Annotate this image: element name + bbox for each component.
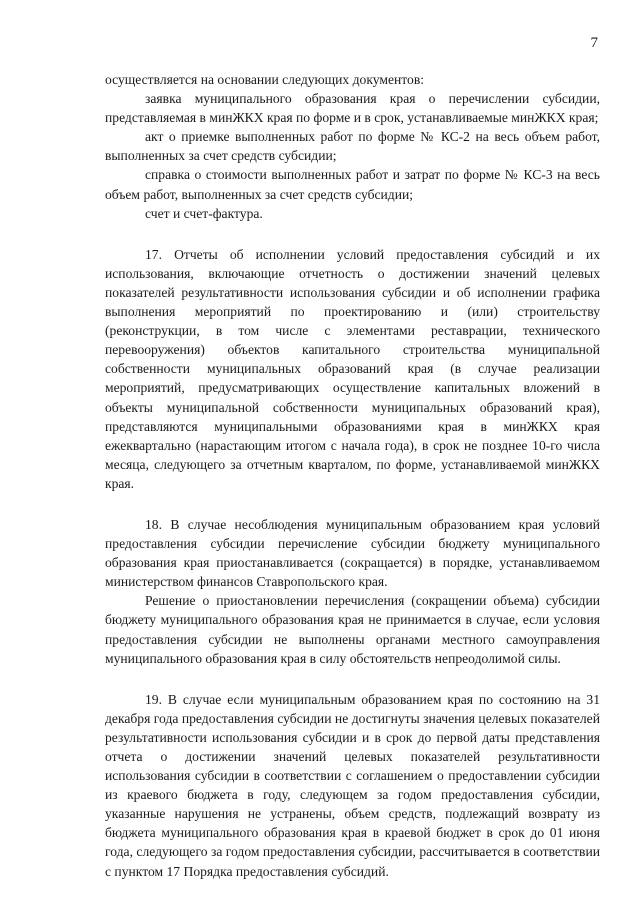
document-list-item: справка о стоимости выполненных работ и затрат по форме № КС-3 на весь объем работ, выполненных за счет средств субсидии;: [105, 167, 600, 202]
document-list-item: заявка муниципального образования края о перечислении субсидии, представляемая в минЖКХ края по форме и в срок, устанавливаемые минЖКХ края;: [105, 91, 600, 126]
document-list-item: счет и счет-фактура.: [145, 205, 263, 221]
page-number: 7: [590, 35, 598, 51]
document-body: [105, 70, 600, 881]
clause-19: 19. В случае если муниципальным образованием края по состоянию на 31 декабря года предоставления субсидии не достигнуты значения целевых показателей результативности использования субсидии и в срок до первой даты представления отчета о достижении значений целевых показателей результативности использования субсидии в соответствии с соглашением о предоставлении субсидии из краевого бюджета в году, следующем за годом предоставления субсидии, указанные нарушения не устранены, объем средств, подлежащий возврату из бюджета муниципального образования края в краевой бюджет в срок до 01 июня года, следующего за годом предоставления субсидии, рассчитывается в соответствии с пунктом 17 Порядка предоставления субсидий.: [105, 691, 600, 879]
intro-lead: осуществляется на основании следующих документов:: [105, 72, 425, 87]
clause-18-paragraph-1: 18. В случае несоблюдения муниципальным образованием края условий предоставления субсидии перечисление субсидии бюджету муниципального образования края приостанавливается (сокращается) в порядке, устанавливаемом министерством финансов Ставропольского края.: [105, 516, 600, 590]
clause-17: 17. Отчеты об исполнении условий предоставления субсидий и их использования, включающие отчетность о достижении значений целевых показателей результативности использования субсидии и об исполнении графика выполнения мероприятий по проектированию и (или) строительству (реконструкции, в том числе с элементами реставрации, технического перевооружения) объектов капитального строительства муниципальной собственности муниципальных образований края (в случае реализации мероприятий, предусматривающих осуществление капитальных вложений в объекты муниципальной собственности муниципальных образований края), представляются муниципальными образованиями края в минЖКХ края ежеквартально (нарастающим итогом с начала года), в срок не позднее 10-го числа месяца, следующего за отчетным кварталом, по форме, устанавливаемой минЖКХ края.: [105, 246, 600, 491]
clause-18-paragraph-2: Решение о приостановлении перечисления (сокращении объема) субсидии бюджету муниципального образования края не принимается в случае, если условия предоставления субсидии не выполнены органами местного самоуправления муниципального образования края в силу обстоятельств непреодолимой силы.: [105, 593, 600, 666]
document-list-item: акт о приемке выполненных работ по форме № КС-2 на весь объем работ, выполненных за счет средств субсидии;: [105, 129, 600, 164]
